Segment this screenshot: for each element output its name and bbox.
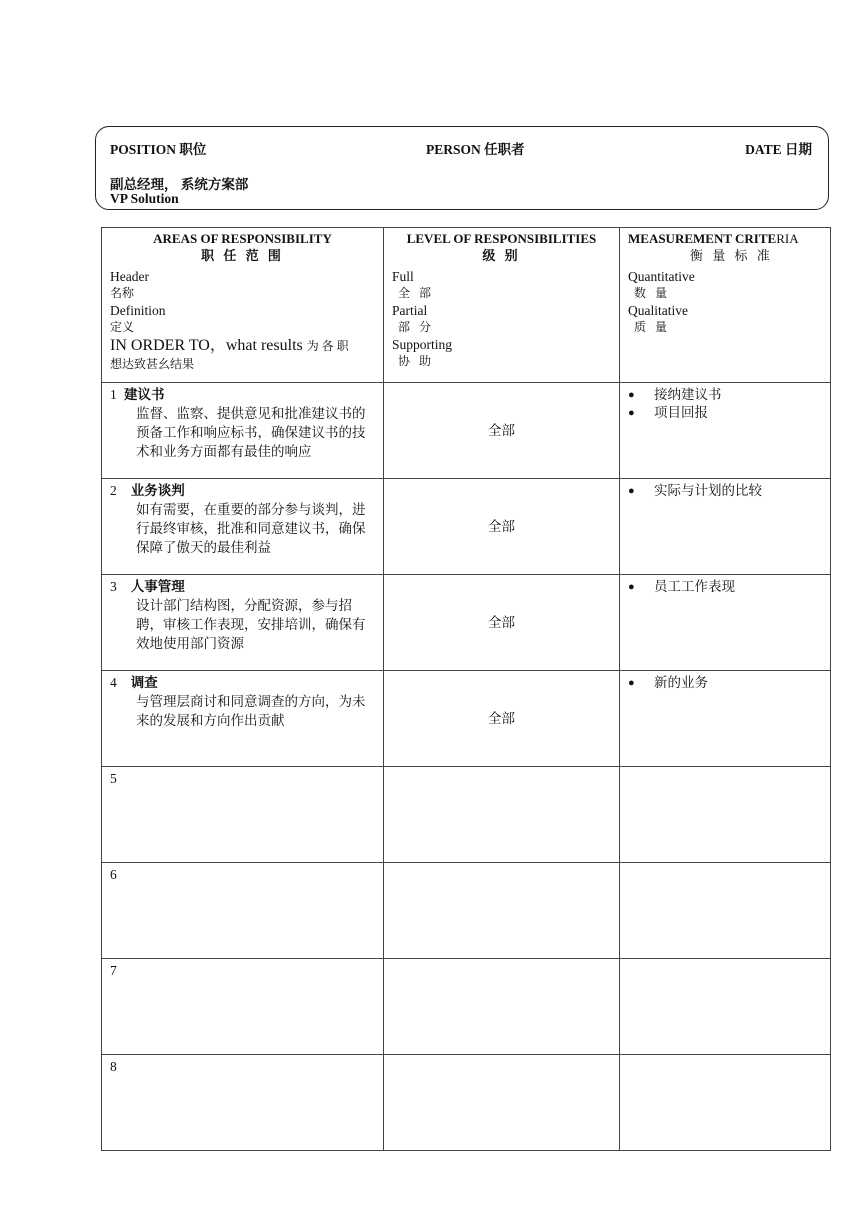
row-number: 2 [110, 483, 117, 498]
criteria-title-cn: 衡 量 标 准 [690, 248, 773, 263]
supporting-en: Supporting [392, 337, 453, 352]
partial-cn: 部 分 [398, 320, 435, 334]
person-label: PERSON 任职者 [426, 142, 525, 157]
criteria-item: ● 实际与计划的比较 [628, 483, 762, 498]
full-cn: 全 部 [398, 286, 435, 300]
position-label: POSITION 职位 [110, 142, 207, 157]
row-description: 如有需要，在重要的部分参与谈判，进行最终审核，批准和同意建议书，确保保障了傲天的最佳利益 [136, 502, 366, 555]
position-title-cn: 副总经理， 系统方案部 [110, 177, 249, 192]
level-title-cn: 级 别 [482, 248, 521, 263]
table-row [102, 479, 831, 575]
definition-en: Definition [110, 303, 166, 318]
bullet-icon: ● [628, 485, 635, 497]
partial-en: Partial [392, 303, 428, 318]
table-row [102, 863, 831, 959]
quantitative-en: Quantitative [628, 269, 695, 284]
bullet-icon: ● [628, 389, 635, 401]
row-level: 全部 [488, 711, 515, 726]
row-number: 3 [110, 579, 117, 594]
table-row [102, 383, 831, 479]
criteria-item: ● 接纳建议书 [628, 387, 722, 402]
criteria-item: ● 项目回报 [628, 405, 708, 420]
in-order-to-en: IN ORDER TO，what results [110, 337, 303, 354]
table-row [102, 959, 831, 1055]
row-title: 人事管理 [130, 579, 185, 594]
areas-header-cell [102, 228, 384, 383]
header-en: Header [110, 269, 149, 284]
definition-cn: 定义 [110, 320, 135, 334]
criteria-item: ● 员工工作表现 [628, 579, 735, 594]
row-title: 调查 [130, 675, 158, 690]
row-level: 全部 [488, 519, 515, 534]
table-row [102, 671, 831, 767]
criteria-item: ● 新的业务 [628, 675, 708, 690]
date-label: DATE 日期 [745, 142, 812, 157]
bullet-icon: ● [628, 407, 635, 419]
in-order-to-line [110, 336, 383, 356]
row-title: 业务谈判 [130, 483, 185, 498]
qualitative-cn: 质 量 [634, 320, 671, 334]
row-description: 与管理层商讨和同意调查的方向，为未来的发展和方向作出贡献 [136, 694, 366, 728]
row-number: 1 [110, 387, 117, 402]
table-header-row [102, 228, 831, 383]
criteria-title: MEASUREMENT CRITERIA [628, 231, 799, 246]
row-level: 全部 [488, 423, 515, 438]
level-title: LEVEL OF RESPONSIBILITIES [406, 231, 597, 246]
row-level: 全部 [488, 615, 515, 630]
areas-title: AREAS OF RESPONSIBILITY [153, 231, 332, 246]
row-number: 5 [110, 771, 117, 786]
position-header-box [95, 126, 829, 210]
criteria-header-cell [620, 228, 831, 383]
row-number: 6 [110, 867, 117, 882]
row-number: 4 [110, 675, 117, 690]
row-title: 建议书 [124, 387, 165, 402]
row-number: 8 [110, 1059, 117, 1074]
in-order-to-cn-a: 为 各 职 [306, 339, 349, 353]
level-header-cell [384, 228, 620, 383]
areas-title-cn: 职 任 范 围 [201, 248, 284, 263]
bullet-icon: ● [628, 581, 635, 593]
row-description: 监督、监察、提供意见和批准建议书的预备工作和响应标书，确保建议书的技术和业务方面都有最佳的响应 [136, 406, 366, 459]
quantitative-cn: 数 量 [634, 286, 671, 300]
row-description: 设计部门结构图，分配资源，参与招聘，审核工作表现，安排培训，确保有效地使用部门资源 [136, 598, 366, 651]
table-row [102, 767, 831, 863]
responsibility-table [101, 227, 831, 1151]
supporting-cn: 协 助 [398, 354, 435, 368]
position-title-en: VP Solution [110, 191, 179, 206]
in-order-to-cn-b: 想达致甚幺结果 [110, 357, 195, 371]
table-row [102, 575, 831, 671]
row-number: 7 [110, 963, 117, 978]
full-en: Full [392, 269, 414, 284]
header-cn: 名称 [110, 286, 135, 300]
qualitative-en: Qualitative [628, 303, 688, 318]
table-row [102, 1055, 831, 1151]
bullet-icon: ● [628, 677, 635, 689]
